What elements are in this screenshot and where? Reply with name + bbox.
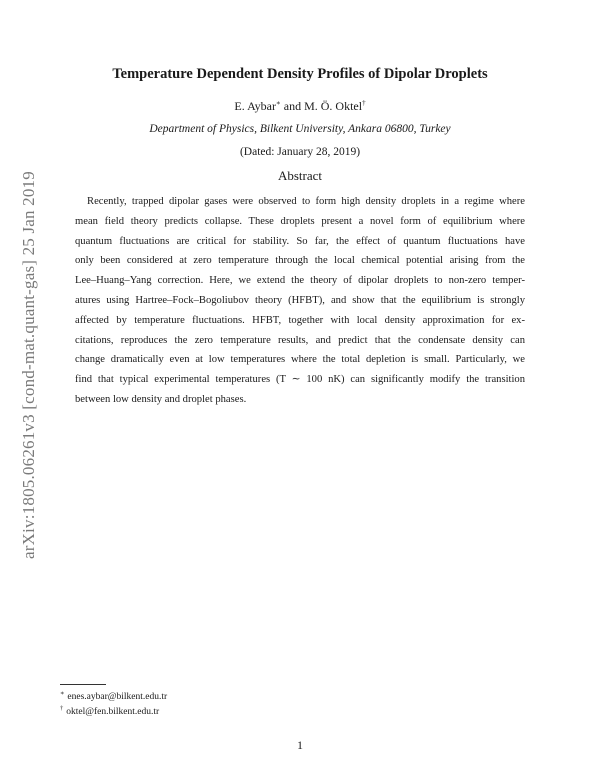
abstract-line: mean field theory predicts collapse. These droplets present a novel form of equilibrium where bbox=[75, 215, 525, 227]
footnote-mark: ∗ bbox=[60, 690, 65, 697]
abstract-line: citations, reproduces the zero temperature results, and predict that the condensate density can bbox=[75, 334, 525, 346]
footnote-rule bbox=[60, 684, 106, 685]
footnote-mark: † bbox=[60, 705, 64, 712]
abstract-line: Recently, trapped dipolar gases were observed to form high density droplets in a regime where bbox=[87, 196, 525, 207]
footnote-email-oktel bbox=[60, 705, 159, 717]
affiliation: Department of Physics, Bilkent University, Ankara 06800, Turkey bbox=[149, 123, 451, 135]
author-mark: † bbox=[362, 99, 366, 107]
author-list bbox=[0, 99, 600, 114]
arxiv-stamp bbox=[14, 140, 44, 590]
author-mark: ∗ bbox=[275, 99, 281, 107]
footnote-email-aybar bbox=[60, 689, 167, 702]
abstract-line: find that typical experimental temperatures (T ∼ 100 nK) can significantly modify the transition bbox=[75, 374, 525, 386]
abstract-body bbox=[75, 192, 525, 410]
author-name: M. Ö. Oktel bbox=[304, 99, 363, 113]
abstract-line: atures using Hartree–Fock–Bogoliubov theory (HFBT), and show that the equilibrium is strongly bbox=[75, 294, 525, 306]
abstract-line: Lee–Huang–Yang correction. Here, we extend the theory of dipolar droplets to non-zero temper- bbox=[75, 275, 525, 287]
abstract-line: quantum fluctuations are critical for stability. So far, the effect of quantum fluctuations have bbox=[75, 235, 525, 247]
footnote-email[interactable]: oktel@fen.bilkent.edu.tr bbox=[66, 707, 160, 717]
paper-title: Temperature Dependent Density Profiles of Dipolar Droplets bbox=[112, 66, 488, 82]
abstract-line: only been considered at zero temperature through the local chemical potential arising from the bbox=[75, 255, 525, 267]
abstract-heading: Abstract bbox=[277, 168, 323, 183]
dated-line: (Dated: January 28, 2019) bbox=[239, 146, 361, 158]
abstract-line: change dramatically even at low temperatures where the total depletion is small. Particularly, we bbox=[75, 354, 525, 366]
page-number: 1 bbox=[297, 738, 303, 752]
abstract-line: between low density and droplet phases. bbox=[75, 393, 247, 405]
arxiv-stamp-text: arXiv:1805.06261v3 [cond-mat.quant-gas] 25 Jan 2019 bbox=[19, 171, 38, 559]
author-name: E. Aybar bbox=[234, 99, 276, 113]
footnote-email[interactable]: enes.aybar@bilkent.edu.tr bbox=[67, 692, 168, 702]
abstract-line: affected by temperature fluctuations. HFBT, together with local density approximation for ex- bbox=[75, 314, 525, 326]
author-joiner: and bbox=[283, 99, 302, 113]
